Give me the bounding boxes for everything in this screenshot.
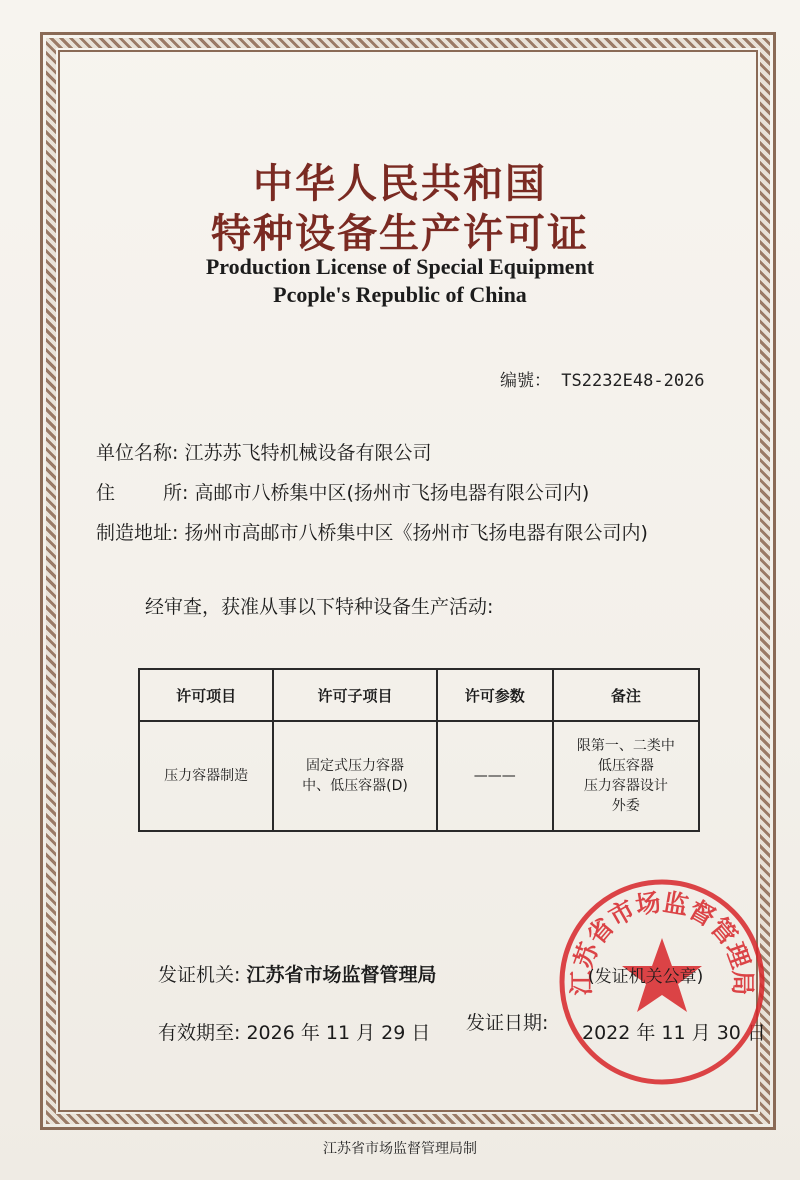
- header-sub-item: 许可子项目: [273, 669, 437, 721]
- header-item: 许可项目: [139, 669, 273, 721]
- title-cn-line1: 中华人民共和国: [253, 161, 547, 207]
- title-cn-line2: 特种设备生产许可证: [211, 211, 589, 257]
- mfg-address-label: 制造地址:: [96, 522, 179, 544]
- unit-name-row: [96, 438, 431, 465]
- serial-value: TS2232E48-2026: [561, 371, 705, 391]
- permit-table: [138, 668, 700, 832]
- address-row: [96, 478, 589, 505]
- approval-text: 经审查，获准从事以下特种设备生产活动:: [145, 596, 494, 618]
- cell-param: ———: [437, 721, 553, 831]
- serial-number: [500, 366, 705, 391]
- mfg-address-value: 扬州市高邮市八桥集中区《扬州市飞扬电器有限公司内): [184, 522, 648, 544]
- title-en-line1: Production License of Special Equipment: [205, 254, 595, 279]
- issue-date-label: 发证日期:: [466, 1012, 549, 1034]
- mfg-address-row: [96, 518, 648, 545]
- issuer-row: [158, 960, 436, 987]
- valid-until-value: 2026 年 11 月 29 日: [246, 1022, 431, 1044]
- serial-label: 编號：: [500, 371, 551, 391]
- cell-item: 压力容器制造: [139, 721, 273, 831]
- header-param: 许可参数: [437, 669, 553, 721]
- address-label: 住 所:: [96, 482, 189, 504]
- seal-note: (发证机关公章): [588, 967, 704, 987]
- unit-name-label: 单位名称:: [96, 442, 179, 464]
- issuer-label: 发证机关:: [158, 964, 241, 986]
- issue-date-value: 2022 年 11 月 30 日: [582, 1022, 766, 1044]
- valid-until-row: [158, 1018, 430, 1045]
- address-value: 高邮市八桥集中区(扬州市飞扬电器有限公司内): [194, 482, 590, 504]
- issuer-value: 江苏省市场监督管理局: [246, 964, 437, 986]
- title-en-line2: Pcople's Republic of China: [273, 282, 527, 307]
- table-row: [139, 721, 699, 831]
- printed-by: 江苏省市场监督管理局制: [323, 1141, 477, 1157]
- cell-sub-item: 固定式压力容器 中、低压容器(D): [273, 721, 437, 831]
- table-header-row: [139, 669, 699, 721]
- seal-text: 江苏省市场监督管理局: [566, 887, 758, 996]
- cell-note: 限第一、二类中 低压容器 压力容器设计 外委: [553, 721, 699, 831]
- header-note: 备注: [553, 669, 699, 721]
- valid-until-label: 有效期至:: [158, 1022, 241, 1044]
- unit-name-value: 江苏苏飞特机械设备有限公司: [184, 442, 432, 464]
